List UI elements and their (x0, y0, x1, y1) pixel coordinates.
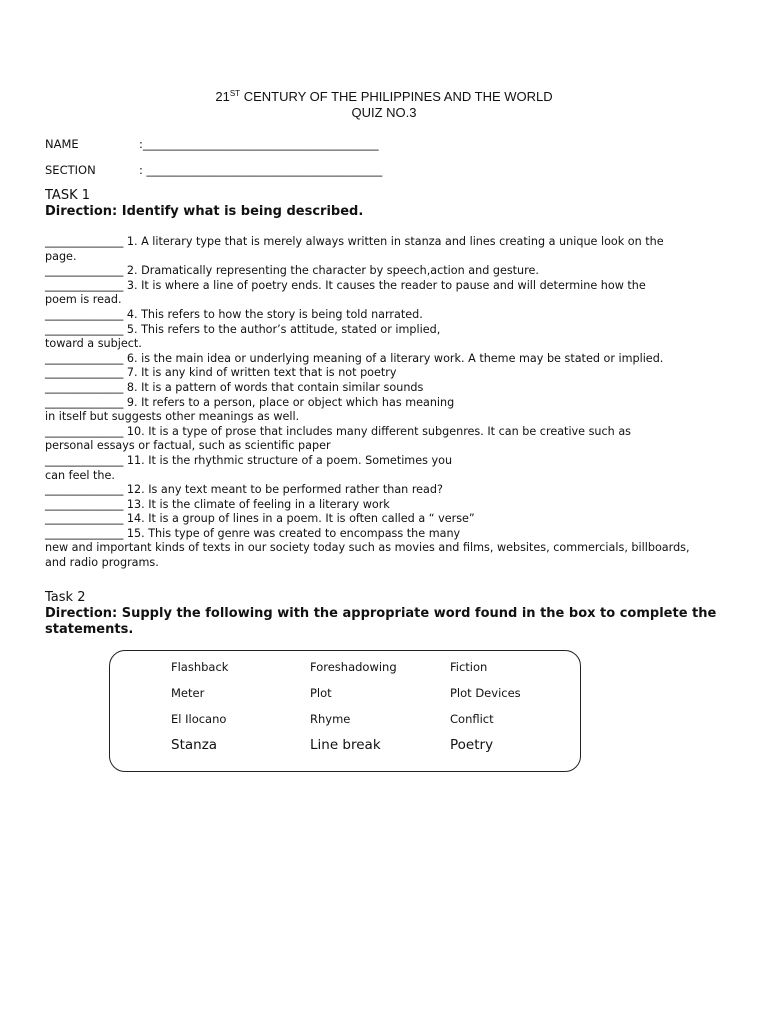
task1-line: ______________ 14. It is a group of lines in a poem. It is often called a “ verse” (45, 512, 475, 526)
name-label: NAME (45, 137, 79, 151)
word-bank-item: Poetry (450, 737, 494, 753)
task1-line: toward a subject. (45, 337, 142, 351)
word-bank-item: Line break (310, 737, 381, 753)
task1-item-list (45, 235, 705, 571)
word-bank-item: Fiction (450, 660, 488, 674)
name-blank: :_________________________________________ (139, 137, 379, 151)
task1-heading: TASK 1 (45, 188, 91, 203)
word-bank-item: Rhyme (310, 712, 351, 726)
task1-line: in itself but suggests other meanings as well. (45, 410, 300, 424)
task1-line: ______________ 12. Is any text meant to be performed rather than read? (45, 483, 443, 497)
task1-line: ______________ 5. This refers to the author’s attitude, stated or implied, (45, 322, 441, 336)
section-field (45, 163, 382, 177)
word-bank-item: Flashback (171, 660, 229, 674)
task2-direction: Direction: Supply the following with the appropriate word found in the box to complete the statements. (45, 606, 717, 637)
task1-line: and radio programs. (45, 556, 159, 570)
section-label: SECTION (45, 163, 96, 177)
word-bank-item: Meter (171, 686, 205, 700)
quiz-subtitle: QUIZ NO.3 (351, 105, 417, 120)
task1-line: ______________ 9. It refers to a person, place or object which has meaning (45, 395, 455, 409)
task1-line: ______________ 2. Dramatically representing the character by speech,action and gesture. (45, 264, 539, 278)
task2-heading: Task 2 (45, 590, 86, 605)
word-bank-item: El Ilocano (171, 712, 227, 726)
task1-line: page. (45, 249, 77, 263)
task1-line: ______________ 3. It is where a line of poetry ends. It causes the reader to pause and will determine how the (45, 278, 646, 292)
task1-line: ______________ 6. is the main idea or underlying meaning of a literary work. A theme may be stated or implied. (45, 351, 664, 365)
quiz-title: 21ST CENTURY OF THE PHILIPPINES AND THE WORLD (215, 89, 553, 104)
quiz-header (0, 86, 768, 121)
word-bank-item: Stanza (171, 737, 218, 753)
task1-line: ______________ 8. It is a pattern of words that contain similar sounds (45, 380, 424, 394)
word-bank-item: Plot (310, 686, 332, 700)
section-blank: : _________________________________________ (139, 163, 383, 177)
task1-line: ______________ 7. It is any kind of written text that is not poetry (45, 366, 397, 380)
name-field (45, 137, 379, 151)
word-bank-item: Foreshadowing (310, 660, 397, 674)
task1-line: ______________ 1. A literary type that is merely always written in stanza and lines creating a unique look on the (45, 235, 664, 248)
task1-line: ______________ 11. It is the rhythmic structure of a poem. Sometimes you (45, 453, 453, 467)
task1-direction: Direction: Identify what is being described. (45, 204, 364, 219)
task1-line: can feel the. (45, 468, 115, 482)
task1-line: ______________ 10. It is a type of prose that includes many different subgenres. It can be creative such as (45, 424, 632, 438)
task1-line: new and important kinds of texts in our society today such as movies and films, websites, commercials, billboards, (45, 541, 690, 555)
task1-line: ______________ 4. This refers to how the story is being told narrated. (45, 307, 423, 321)
word-bank-box (109, 650, 581, 772)
task1-line: personal essays or factual, such as scientific paper (45, 439, 331, 453)
task1-line: poem is read. (45, 293, 122, 307)
word-bank-item: Conflict (450, 712, 494, 726)
word-bank-item: Plot Devices (450, 686, 521, 700)
task1-line: ______________ 13. It is the climate of feeling in a literary work (45, 497, 390, 511)
task1-line: ______________ 15. This type of genre was created to encompass the many (45, 526, 461, 540)
